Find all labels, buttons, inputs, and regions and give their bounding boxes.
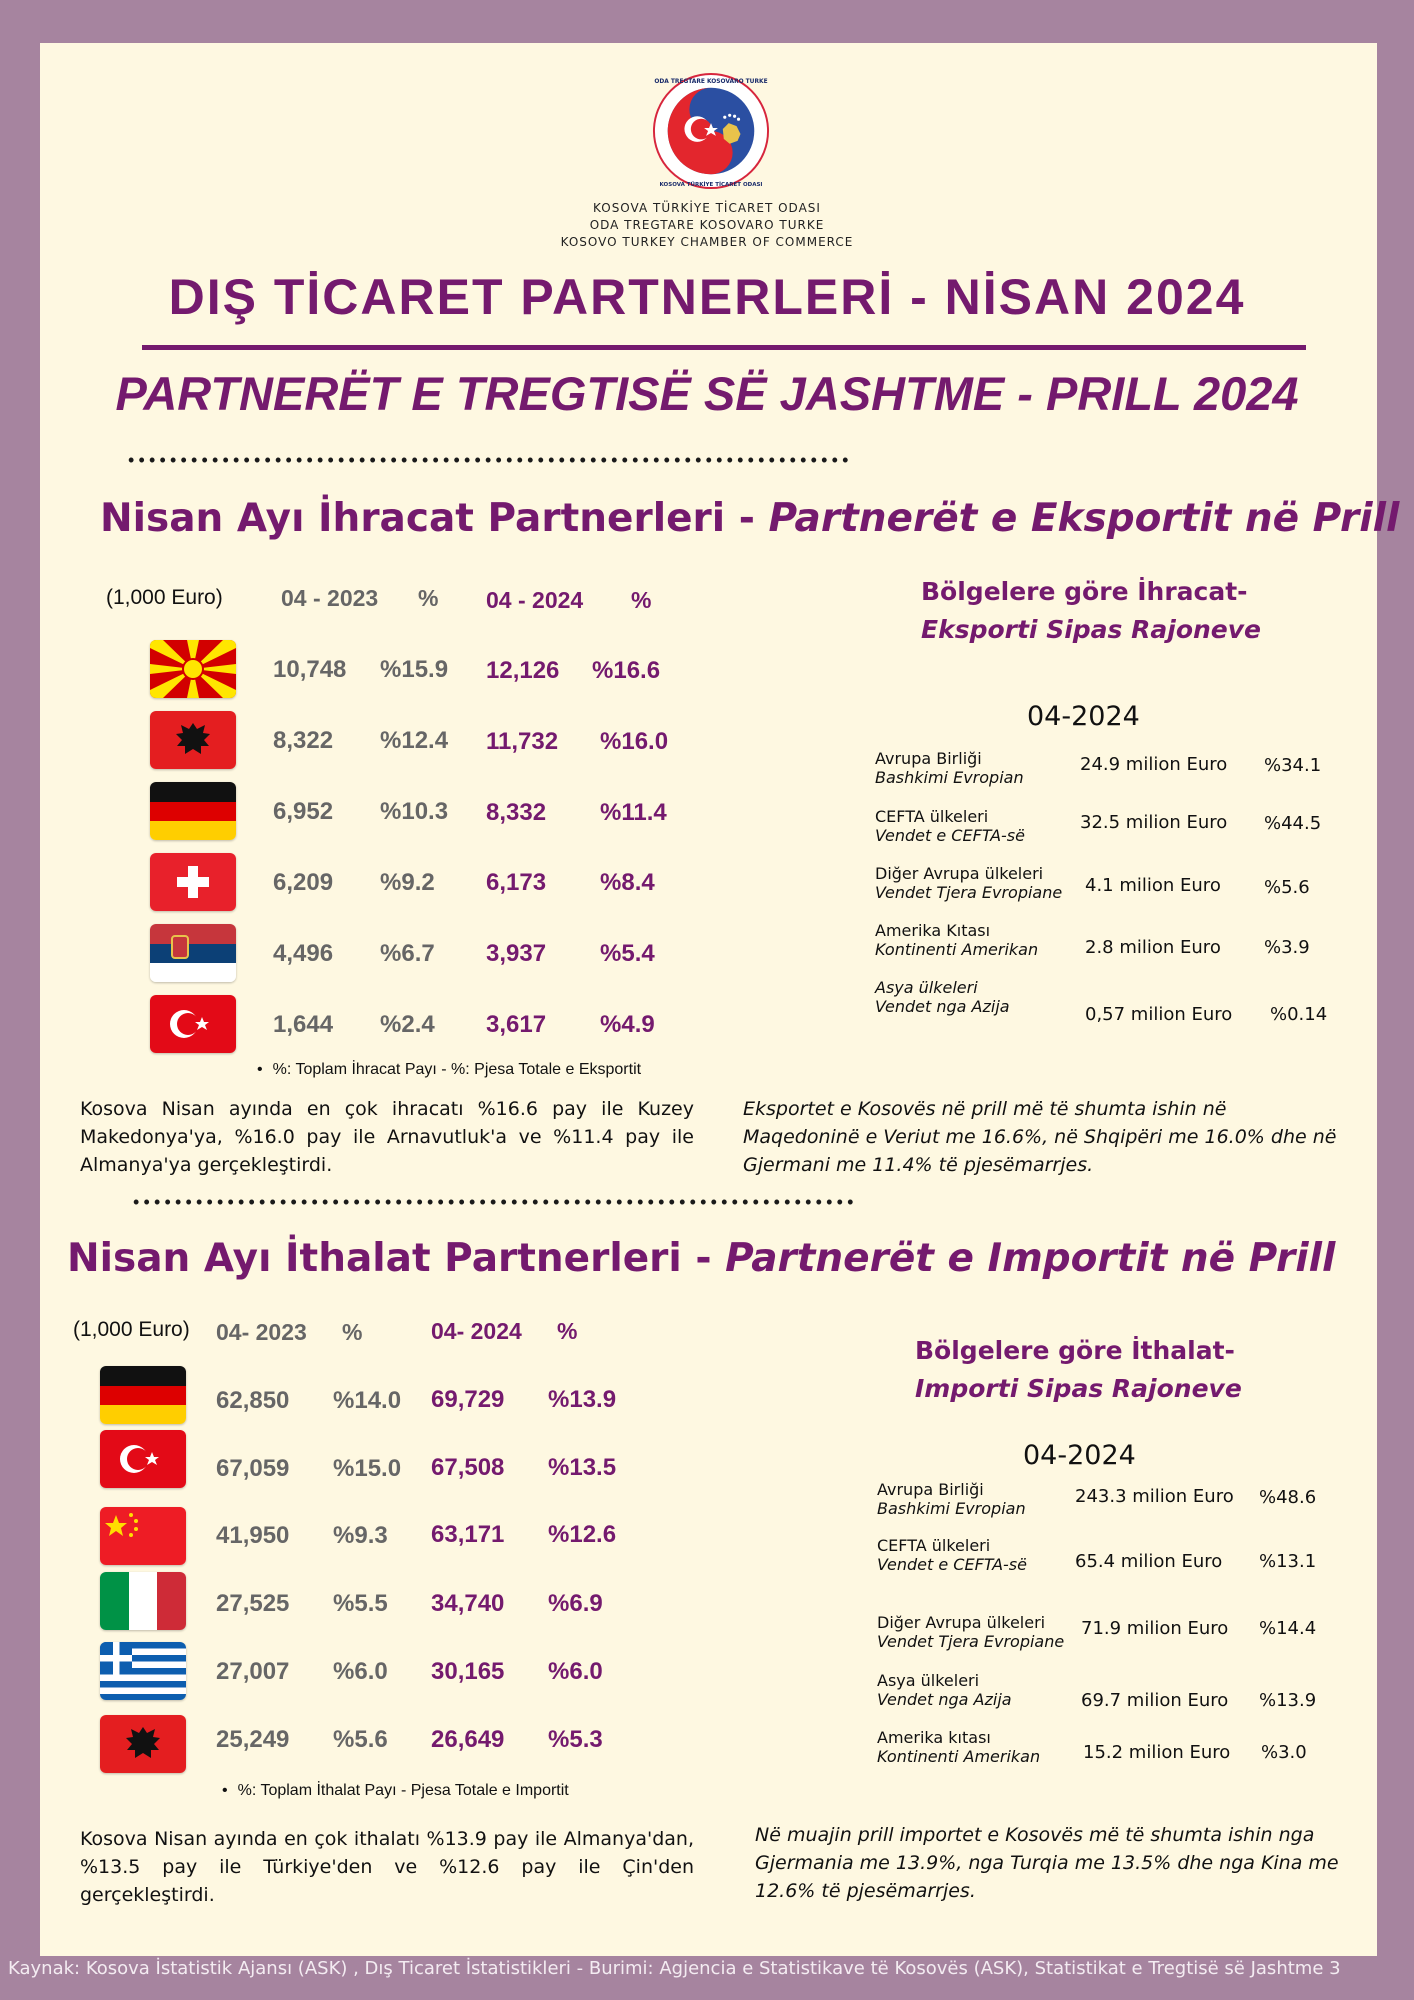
export-row-6-pct-2024: %4.9 bbox=[600, 1011, 655, 1038]
import-region-1-pct: %48.6 bbox=[1259, 1487, 1317, 1508]
import-title-tr: Nisan Ayı İthalat Partnerleri - bbox=[67, 1236, 726, 1281]
import-region-5-name bbox=[877, 1728, 1040, 1766]
export-row-5-value-2024: 3,937 bbox=[486, 940, 547, 967]
import-row-4-value-2023: 27,525 bbox=[216, 1590, 290, 1617]
export-region-3-pct: %5.6 bbox=[1264, 877, 1310, 898]
import-unit-label: (1,000 Euro) bbox=[73, 1318, 190, 1341]
import-row-3-value-2024: 63,171 bbox=[431, 1521, 505, 1548]
import-region-2-name bbox=[877, 1536, 1027, 1574]
export-region-3-name-sq: Vendet Tjera Evropiane bbox=[875, 883, 1063, 902]
north-macedonia-flag bbox=[150, 640, 236, 698]
import-region-1-name bbox=[877, 1480, 1026, 1518]
export-region-4-pct: %3.9 bbox=[1264, 937, 1310, 958]
import-row-4-value-2024: 34,740 bbox=[431, 1590, 505, 1617]
import-region-period: 04-2024 bbox=[1023, 1440, 1136, 1471]
export-region-1-amount: 24.9 milion Euro bbox=[1080, 754, 1228, 775]
org-name-tr: KOSOVA TÜRKİYE TİCARET ODASI bbox=[593, 201, 821, 215]
import-region-4-name-sq: Vendet nga Azija bbox=[877, 1690, 1012, 1709]
import-row-6-value-2023: 25,249 bbox=[216, 1726, 290, 1753]
export-region-4-name-tr: Amerika Kıtası bbox=[875, 921, 991, 940]
logo-ring-bottom: KOSOVA TÜRKİYE TİCARET ODASI bbox=[659, 182, 763, 189]
import-paragraph-sq: Në muajin prill importet e Kosovës më të shumta ishin nga Gjermania me 13.9%, nga Turqia me 13.5% dhe nga Kina me 12.6% të pjesëmarrjes. bbox=[755, 1824, 1339, 1902]
import-row-3-value-2023: 41,950 bbox=[216, 1522, 290, 1549]
export-region-2-pct: %44.5 bbox=[1264, 813, 1322, 834]
export-row-1-value-2023: 10,748 bbox=[273, 656, 347, 683]
germany-flag bbox=[150, 782, 236, 840]
china-flag bbox=[100, 1507, 186, 1565]
import-row-2-value-2024: 67,508 bbox=[431, 1454, 505, 1481]
export-region-1-pct: %34.1 bbox=[1264, 755, 1322, 776]
turkey-flag bbox=[150, 995, 236, 1053]
logo-ring-top: ODA TREGTARE KOSOVARO TURKE bbox=[654, 78, 768, 85]
dotted-divider-2: ••••••••••••••••••••••••••••••••••••••••••••••••••••••••••••••••••••• bbox=[133, 1192, 858, 1212]
export-row-1-value-2024: 12,126 bbox=[486, 657, 560, 684]
export-row-6-value-2023: 1,644 bbox=[273, 1011, 334, 1038]
export-row-2-value-2023: 8,322 bbox=[273, 727, 334, 754]
import-row-1-value-2024: 69,729 bbox=[431, 1386, 505, 1413]
import-region-3-name bbox=[877, 1613, 1064, 1651]
import-row-6-value-2024: 26,649 bbox=[431, 1726, 505, 1753]
export-region-2-name-sq: Vendet e CEFTA-së bbox=[875, 826, 1025, 845]
germany-flag bbox=[100, 1366, 186, 1424]
import-header-2024: 04- 2024 bbox=[431, 1318, 522, 1344]
org-name-sq: ODA TREGTARE KOSOVARO TURKE bbox=[589, 218, 825, 232]
import-title-sq: Partnerët e Importit në Prill bbox=[725, 1236, 1336, 1281]
export-title-tr: Nisan Ayı İhracat Partnerleri - bbox=[100, 496, 769, 541]
import-header-pct-2023: % bbox=[342, 1319, 363, 1345]
import-paragraph-tr: Kosova Nisan ayında en çok ithalatı %13.9 pay ile Almanya'dan, %13.5 pay ile Türkiye'den ve %12.6 pay ile Çin'den gerçekleştirdi. bbox=[80, 1828, 694, 1906]
turkey-flag bbox=[100, 1430, 186, 1488]
export-region-3-name bbox=[875, 864, 1062, 902]
import-row-4-pct-2024: %6.9 bbox=[548, 1590, 603, 1617]
import-region-5-amount: 15.2 milion Euro bbox=[1083, 1742, 1231, 1763]
export-row-3-value-2023: 6,952 bbox=[273, 798, 334, 825]
export-region-1-name bbox=[875, 749, 1024, 787]
import-region-3-name-tr: Diğer Avrupa ülkeleri bbox=[877, 1613, 1046, 1632]
import-region-2-name-tr: CEFTA ülkeleri bbox=[877, 1536, 991, 1555]
export-header-2024: 04 - 2024 bbox=[486, 587, 584, 613]
export-unit-label: (1,000 Euro) bbox=[106, 586, 223, 609]
export-row-2-pct-2023: %12.4 bbox=[380, 727, 449, 754]
import-region-1-name-tr: Avrupa Birliği bbox=[877, 1480, 984, 1499]
dotted-divider-1: ••••••••••••••••••••••••••••••••••••••••••••••••••••••••••••••••••••• bbox=[128, 450, 853, 470]
export-region-4-name bbox=[875, 921, 1038, 959]
export-region-4-name-sq: Kontinenti Amerikan bbox=[875, 940, 1039, 959]
import-section-title bbox=[67, 1236, 1335, 1281]
page-title-tr: DIŞ TİCARET PARTNERLERİ - NİSAN 2024 bbox=[168, 269, 1246, 325]
import-row-6-pct-2024: %5.3 bbox=[548, 1726, 603, 1753]
export-row-6-value-2024: 3,617 bbox=[486, 1011, 547, 1038]
export-region-5-name-tr: Asya ülkeleri bbox=[875, 978, 978, 997]
export-section-title bbox=[100, 496, 1399, 541]
export-region-5-name bbox=[875, 978, 1010, 1016]
import-row-2-value-2023: 67,059 bbox=[216, 1455, 290, 1482]
export-region-2-amount: 32.5 milion Euro bbox=[1080, 812, 1228, 833]
export-region-2-name bbox=[875, 807, 1025, 845]
albania-flag bbox=[150, 711, 236, 769]
export-row-4-pct-2024: %8.4 bbox=[600, 869, 655, 896]
source-footer: Kaynak: Kosova İstatistik Ajansı (ASK) , Dış Ticaret İstatistikleri - Burimi: Agjencia e Statistikave të Kosovës (ASK), Statistikat e Tregtisë së Jashtme 3 bbox=[8, 1958, 1341, 1979]
import-region-3-pct: %14.4 bbox=[1259, 1618, 1317, 1639]
import-region-5-name-tr: Amerika kıtası bbox=[877, 1728, 991, 1747]
export-region-5-pct: %0.14 bbox=[1270, 1004, 1328, 1025]
export-header-pct-2024: % bbox=[631, 587, 652, 613]
import-row-5-pct-2024: %6.0 bbox=[548, 1658, 603, 1685]
italy-flag bbox=[100, 1572, 186, 1630]
export-region-period: 04-2024 bbox=[1027, 701, 1140, 732]
export-region-5-amount: 0,57 milion Euro bbox=[1085, 1004, 1233, 1025]
greece-flag bbox=[100, 1642, 186, 1700]
import-region-4-pct: %13.9 bbox=[1259, 1690, 1317, 1711]
export-row-1-pct-2023: %15.9 bbox=[380, 656, 449, 683]
export-row-6-pct-2023: %2.4 bbox=[380, 1011, 435, 1038]
import-region-2-name-sq: Vendet e CEFTA-së bbox=[877, 1555, 1027, 1574]
org-name-en: KOSOVO TURKEY CHAMBER OF COMMERCE bbox=[560, 235, 854, 249]
export-region-3-amount: 4.1 milion Euro bbox=[1085, 875, 1221, 896]
export-region-5-name-sq: Vendet nga Azija bbox=[875, 997, 1010, 1016]
export-share-note: • %: Toplam İhracat Payı - %: Pjesa Totale e Eksportit bbox=[257, 1061, 641, 1079]
title-divider bbox=[142, 345, 1306, 350]
import-region-5-name-sq: Kontinenti Amerikan bbox=[877, 1747, 1041, 1766]
import-row-1-pct-2024: %13.9 bbox=[548, 1386, 617, 1413]
export-row-2-pct-2024: %16.0 bbox=[600, 728, 669, 755]
export-row-5-value-2023: 4,496 bbox=[273, 940, 334, 967]
import-row-1-pct-2023: %14.0 bbox=[333, 1387, 402, 1414]
import-row-5-value-2024: 30,165 bbox=[431, 1658, 505, 1685]
import-row-5-pct-2023: %6.0 bbox=[333, 1658, 388, 1685]
export-paragraph-sq: Eksportet e Kosovës në prill më të shumta ishin në Maqedoninë e Veriut me 16.6%, në Shqipëri me 16.0% dhe në Gjermani me 11.4% të pjesëmarrjes. bbox=[743, 1098, 1337, 1176]
serbia-flag bbox=[150, 924, 236, 982]
import-row-4-pct-2023: %5.5 bbox=[333, 1590, 388, 1617]
export-region-4-amount: 2.8 milion Euro bbox=[1085, 937, 1221, 958]
export-row-4-value-2024: 6,173 bbox=[486, 869, 547, 896]
export-title-sq: Partnerët e Eksportit në Prill bbox=[768, 496, 1400, 541]
import-region-4-amount: 69.7 milion Euro bbox=[1081, 1690, 1229, 1711]
export-region-1-name-sq: Bashkimi Evropian bbox=[875, 768, 1024, 787]
export-row-4-value-2023: 6,209 bbox=[273, 869, 334, 896]
export-row-2-value-2024: 11,732 bbox=[486, 728, 559, 755]
import-row-6-pct-2023: %5.6 bbox=[333, 1726, 388, 1753]
import-region-1-name-sq: Bashkimi Evropian bbox=[877, 1499, 1026, 1518]
import-row-2-pct-2024: %13.5 bbox=[548, 1454, 617, 1481]
import-region-title-tr: Bölgelere göre İthalat- bbox=[915, 1336, 1235, 1365]
export-header-pct-2023: % bbox=[418, 585, 439, 611]
import-region-title bbox=[915, 1332, 1242, 1408]
export-region-2-name-tr: CEFTA ülkeleri bbox=[875, 807, 989, 826]
export-region-title-sq: Eksporti Sipas Rajoneve bbox=[921, 615, 1262, 644]
import-region-1-amount: 243.3 milion Euro bbox=[1075, 1486, 1234, 1507]
export-row-4-pct-2023: %9.2 bbox=[380, 869, 435, 896]
import-row-1-value-2023: 62,850 bbox=[216, 1387, 290, 1414]
import-region-5-pct: %3.0 bbox=[1261, 1742, 1307, 1763]
import-header-pct-2024: % bbox=[557, 1318, 578, 1344]
import-region-4-name bbox=[877, 1671, 1012, 1709]
export-row-3-value-2024: 8,332 bbox=[486, 799, 547, 826]
import-region-title-sq: Importi Sipas Rajoneve bbox=[915, 1374, 1242, 1403]
export-row-3-pct-2023: %10.3 bbox=[380, 798, 449, 825]
import-region-3-amount: 71.9 milion Euro bbox=[1081, 1618, 1229, 1639]
chamber-logo bbox=[652, 72, 770, 190]
export-paragraph-tr: Kosova Nisan ayında en çok ihracatı %16.6 pay ile Kuzey Makedonya'ya, %16.0 pay ile Arnavutluk'a ve %11.4 pay ile Almanya'ya gerçekleştirdi. bbox=[80, 1098, 694, 1176]
export-row-1-pct-2024: %16.6 bbox=[592, 657, 661, 684]
import-region-3-name-sq: Vendet Tjera Evropiane bbox=[877, 1632, 1065, 1651]
export-header-2023: 04 - 2023 bbox=[281, 585, 379, 611]
page-title-sq: PARTNERËT E TREGTISË SË JASHTME - PRILL 2024 bbox=[115, 367, 1299, 420]
export-region-title bbox=[921, 573, 1261, 649]
import-region-2-amount: 65.4 milion Euro bbox=[1075, 1551, 1223, 1572]
export-region-title-tr: Bölgelere göre İhracat- bbox=[921, 577, 1248, 606]
import-row-5-value-2023: 27,007 bbox=[216, 1658, 290, 1685]
import-row-3-pct-2023: %9.3 bbox=[333, 1522, 388, 1549]
import-row-3-pct-2024: %12.6 bbox=[548, 1521, 617, 1548]
export-region-1-name-tr: Avrupa Birliği bbox=[875, 749, 982, 768]
export-row-5-pct-2024: %5.4 bbox=[600, 940, 655, 967]
export-row-5-pct-2023: %6.7 bbox=[380, 940, 435, 967]
import-region-4-name-tr: Asya ülkeleri bbox=[877, 1671, 980, 1690]
import-row-2-pct-2023: %15.0 bbox=[333, 1455, 402, 1482]
export-row-3-pct-2024: %11.4 bbox=[600, 799, 667, 826]
import-share-note: • %: Toplam İthalat Payı - Pjesa Totale e Importit bbox=[222, 1782, 569, 1800]
import-header-2023: 04- 2023 bbox=[216, 1319, 307, 1345]
albania-flag bbox=[100, 1715, 186, 1773]
import-region-2-pct: %13.1 bbox=[1259, 1551, 1317, 1572]
export-region-3-name-tr: Diğer Avrupa ülkeleri bbox=[875, 864, 1044, 883]
switzerland-flag bbox=[150, 853, 236, 911]
